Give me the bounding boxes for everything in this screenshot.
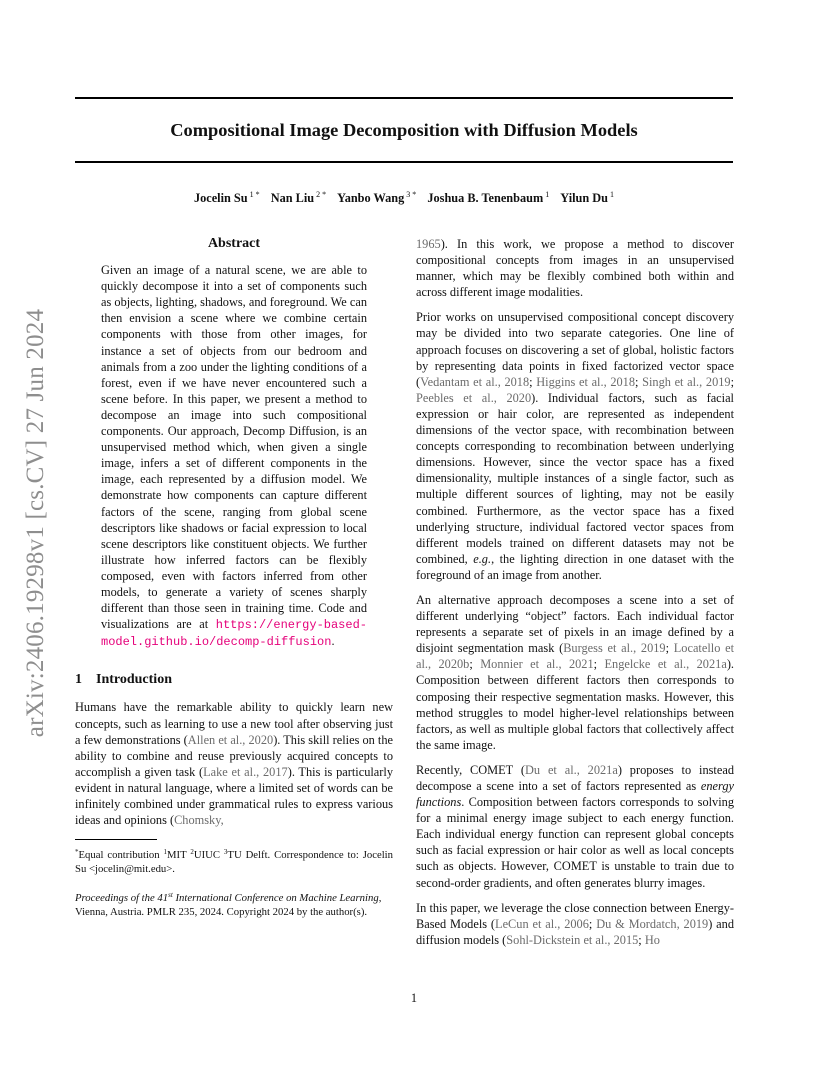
citation-link[interactable]: Allen et al., 2020 xyxy=(187,732,274,747)
body-paragraph: An alternative approach decomposes a scene into a set of different underlying “object” factors. Each individual factor represents a separate set of pixels in an image defined by a disjoint segmentation mask (Burgess et al., 2019; Locatello et al., 2020b; Monnier et al., 2021; Engelcke et al., 2021a). Composition between different factors then corresponds to composing their respective segmentation masks. However, this method struggles to model higher-level relationships between factors, as well as multiple global factors that collectively affect the same image. xyxy=(416,592,735,752)
author: Joshua B. Tenenbaum $^1$ xyxy=(427,190,550,205)
abstract-text: Given an image of a natural scene, we are able to quickly decompose it into a set of components such as objects, lighting, shadows, and foreground. We can then envision a scene where we combine certain components with those from other images, for instance a set of objects from our bedroom and animals from a zoo under the lighting conditions of a forest, even if we have never encountered such a scene before. In this paper, we present a method to decompose an image into such compositional components. Our approach, Decomp Diffusion, is an unsupervised method which, when given a single image, infers a set of different components in the image, each represented by a diffusion model. We demonstrate how components can capture different factors of the scene, ranging from global scene descriptors like shadows or facial expression to local scene descriptors like constituent objects. We further illustrate how inferred factors can be flexibly composed, even with factors inferred from other models, to generate a variety of scenes sharply different than those seen in training time. Code and visualizations are at xyxy=(101,263,367,632)
proceedings-note: Proceedings of the 41st International Conference on Machine Learning, Vienna, Austria. PMLR 235, 2024. Copyright 2024 by the author(s). xyxy=(75,891,382,919)
page-number: 1 xyxy=(410,991,418,1005)
author-list xyxy=(75,190,733,206)
citation-link[interactable]: Sohl-Dickstein et al., 2015 xyxy=(506,932,639,947)
title-top-rule xyxy=(75,97,733,99)
author: Jocelin Su $^{1 *}$ xyxy=(193,190,260,205)
citation-link[interactable]: Singh et al., 2019 xyxy=(642,374,731,389)
author: Yilun Du $^1$ xyxy=(560,190,615,205)
abstract-body: Given an image of a natural scene, we are able to quickly decompose it into a set of components such as objects, lighting, shadows, and foreground. We can then envision a scene where we combine certain components with those from other images, for instance a set of objects from our bedroom and animals from a zoo under the lighting conditions of a forest, even if we have never encountered such a scene before. In this paper, we present a method to decompose an image into such compositional components. Our approach, Decomp Diffusion, is an unsupervised method which, when given a single image, infers a set of different components in the image, each represented by a diffusion model. We demonstrate how components can capture different factors of the scene, ranging from global scene descriptors like shadows or facial expression to local scene descriptors like constituent objects. We further illustrate how inferred factors can be flexibly composed, even with factors inferred from other models, to generate a variety of scenes sharply different than those seen in training time. Code and visualizations are at https://energy-based-model.github.io/decomp-diffusion. xyxy=(101,263,367,650)
citation-link[interactable]: LeCun et al., 2006 xyxy=(495,916,589,931)
citation-link[interactable]: Higgins et al., 2018 xyxy=(536,374,636,389)
citation-link[interactable]: Lake et al., 2017 xyxy=(203,764,288,779)
right-column xyxy=(416,236,734,957)
citation-link[interactable]: Du et al., 2021a xyxy=(524,762,618,777)
footnote-rule xyxy=(75,839,157,840)
title-bottom-rule xyxy=(75,161,733,163)
section-heading-introduction: 1 Introduction xyxy=(75,672,172,688)
left-column xyxy=(75,236,393,919)
citation-link[interactable]: Burgess et al., 2019 xyxy=(563,641,666,656)
intro-paragraph: Humans have the remarkable ability to quickly learn new concepts, such as learning to use a new tool after observing just a few demonstrations (Allen et al., 2020). This skill relies on the ability to combine and reuse previously acquired concepts to accomplish a given task (Lake et al., 2017). This is particularly evident in natural language, where a limited set of words can be infinitely combined under grammatical rules to express various ideas and opinions (Chomsky, xyxy=(75,700,393,828)
body-paragraph: Recently, COMET (Du et al., 2021a) proposes to instead decompose a scene into a set of factors represented as energy functions. Composition between factors corresponds to solving for a minimal energy image subject to each energy function. Each individual energy function can represent global concepts such as facial expression or hair color as well as local concepts such as objects. However, COMET is unstable to train due to second-order gradients, and often generates blurry images. xyxy=(416,762,734,890)
citation-link[interactable]: Vedantam et al., 2018 xyxy=(420,374,530,389)
citation-link[interactable]: Chomsky, xyxy=(174,813,224,828)
paper-title: Compositional Image Decomposition with Diffusion Models xyxy=(170,120,638,140)
citation-link[interactable]: 1965 xyxy=(416,237,441,251)
body-paragraph: Prior works on unsupervised compositional concept discovery may be divided into two separate categories. One line of approach focuses on discovering a set of global, holistic factors by representing data points in fixed factorized vector space (Vedantam et al., 2018; Higgins et al., 2018; Singh et al., 2019; Peebles et al., 2020). Individual factors, such as facial expression or hair color, are represented as independent dimensions of the vector space, with recombination between concepts corresponding to recombination between underlying dimensions. However, since the vector space has a fixed dimensionality, multiple instances of a single factor, such as multiple different sources of lighting, may not be easily combined. Furthermore, as the vector space has a fixed underlying structure, individual factored vector spaces from different models trained on different datasets may not be combined, e.g., the lighting direction in one dataset with the foreground of an image from another. xyxy=(416,310,735,582)
abstract-heading: Abstract xyxy=(207,236,261,251)
citation-link[interactable]: Ho xyxy=(644,932,660,947)
author: Nan Liu $^{2 *}$ xyxy=(270,190,327,205)
author: Yanbo Wang $^{3 *}$ xyxy=(337,190,417,205)
body-paragraph: In this paper, we leverage the close connection between Energy-Based Models (LeCun et al., 2006; Du & Mordatch, 2019) and diffusion models (Sohl-Dickstein et al., 2015; Ho xyxy=(416,900,735,947)
arxiv-identifier: arXiv:2406.19298v1 [cs.CV] 27 Jun 2024 xyxy=(22,308,49,738)
citation-link[interactable]: Du & Mordatch, 2019 xyxy=(596,916,709,931)
citation-link[interactable]: Monnier et al., 2021 xyxy=(480,657,594,672)
arxiv-identifier-stamp xyxy=(20,288,52,758)
body-paragraph: 1965). In this work, we propose a method to discover compositional concepts from images in an unsupervised manner, which may be flexibly combined both within and across different image modalities. xyxy=(416,237,734,300)
project-url-link[interactable]: https://energy-based-model.github.io/decomp-diffusion xyxy=(101,618,367,650)
citation-link[interactable]: Locatello et al., 2020b xyxy=(416,641,735,672)
citation-link[interactable]: Peebles et al., 2020 xyxy=(416,390,532,405)
citation-link[interactable]: Engelcke et al., 2021a xyxy=(604,657,727,672)
footnote-affiliations: *Equal contribution $^1$MIT $^2$UIUC $^3$TU Delft. Correspondence to: Jocelin Su <jocelin@mit.edu>. xyxy=(75,848,394,876)
